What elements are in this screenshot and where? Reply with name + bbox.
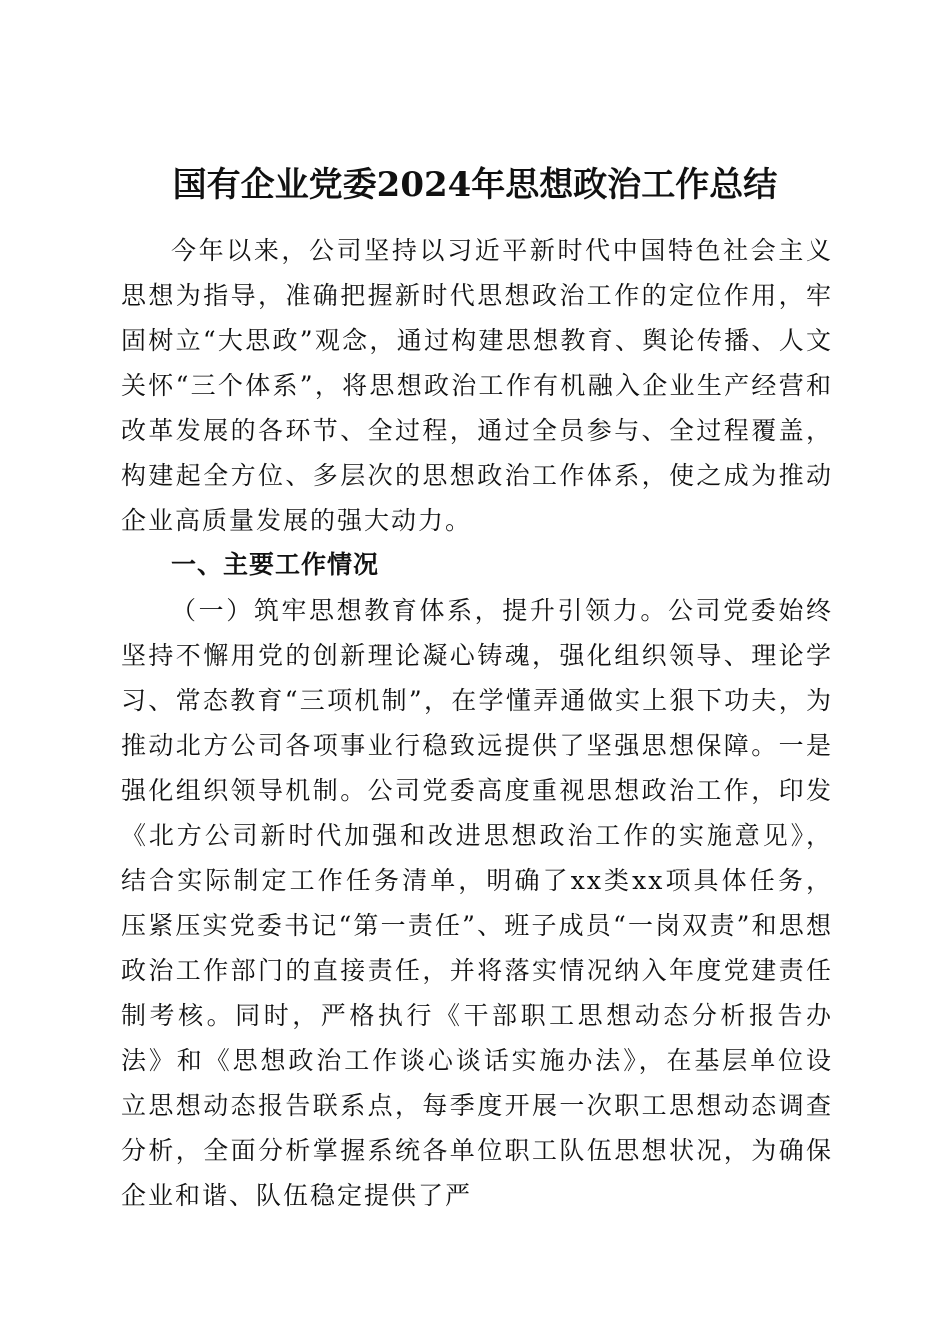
section-heading: 一、主要工作情况 (171, 550, 380, 579)
subsection-paragraph (121, 588, 833, 1218)
subsection-title: （一）筑牢思想教育体系，提升引领力。 (171, 596, 668, 625)
subsection-body: 公司党委始终坚持不懈用党的创新理论凝心铸魂，强化组织领导、理论学习、常态教育“三项机制”，在学懂弄通做实上狠下功夫，为推动北方公司各项事业行稳致远提供了坚强思想保障。一是强化组织领导机制。公司党委高度重视思想政治工作，印发《北方公司新时代加强和改进思想政治工作的实施意见》，结合实际制定工作任务清单，明确了xx类xx项具体任务，压紧压实党委书记“第一责任”、班子成员“一岗双责”和思想政治工作部门的直接责任，并将落实情况纳入年度党建责任制考核。同时，严格执行《干部职工思想动态分析报告办法》和《思想政治工作谈心谈话实施办法》，在基层单位设立思想动态报告联系点，每季度开展一次职工思想动态调查分析，全面分析掌握系统各单位职工队伍思想状况，为确保企业和谐、队伍稳定提供了严 (121, 596, 833, 1210)
document-title: 国有企业党委2024年思想政治工作总结 (172, 164, 778, 205)
intro-paragraph: 今年以来，公司坚持以习近平新时代中国特色社会主义思想为指导，准确把握新时代思想政治工作的定位作用，牢固树立“大思政”观念，通过构建思想教育、舆论传播、人文关怀“三个体系”，将思想政治工作有机融入企业生产经营和改革发展的各环节、全过程，通过全员参与、全过程覆盖，构建起全方位、多层次的思想政治工作体系，使之成为推动企业高质量发展的强大动力。 (121, 236, 833, 535)
